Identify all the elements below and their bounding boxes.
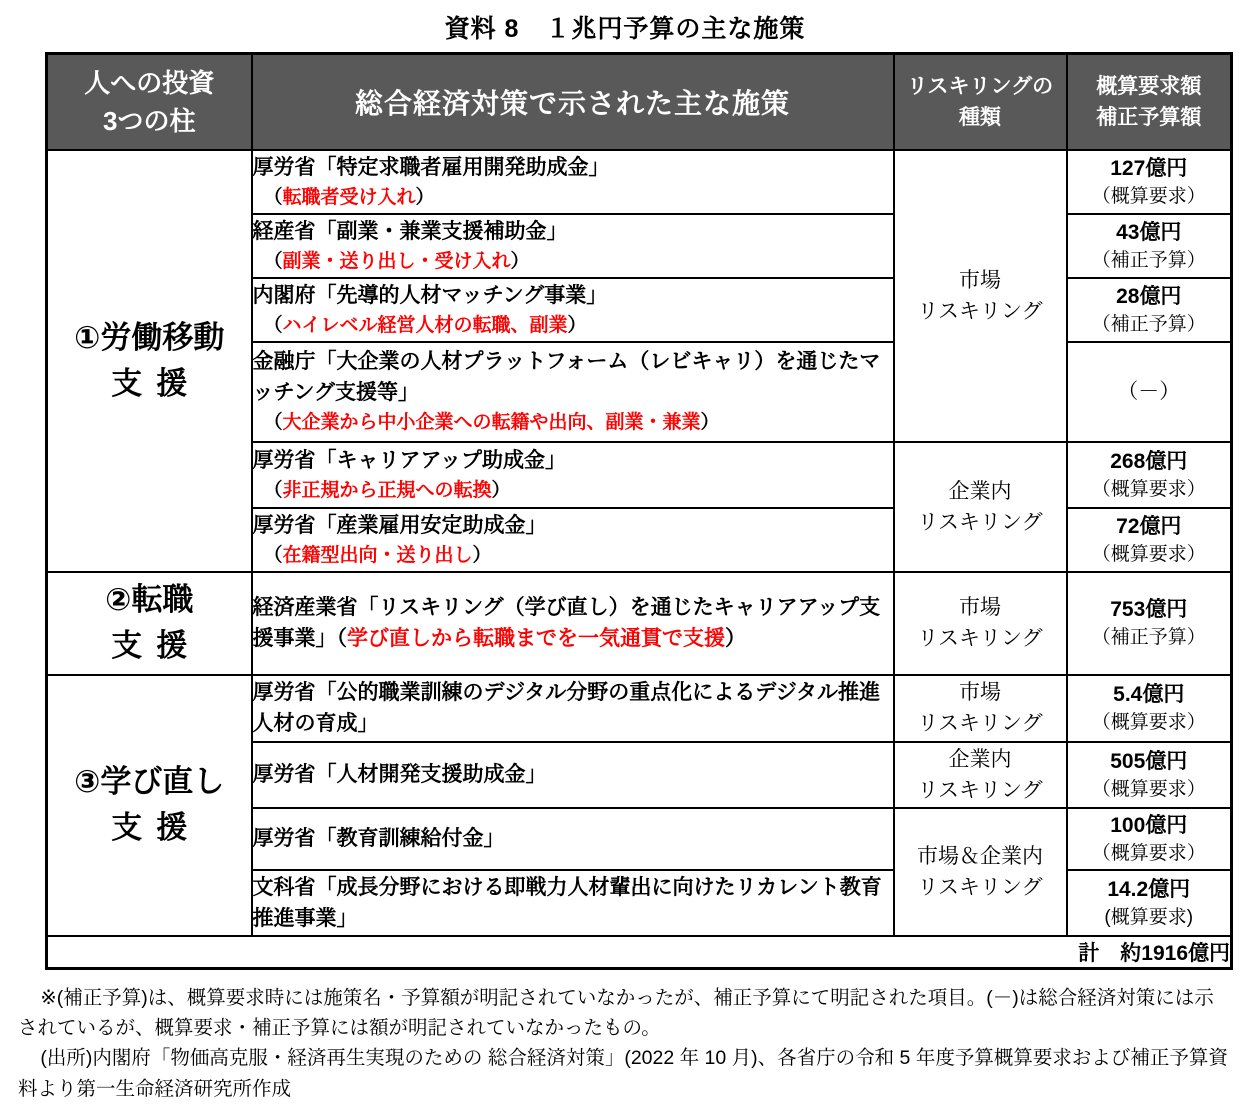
measure-note (253, 476, 893, 505)
amount-value: （－） (1068, 377, 1231, 406)
measure-cell (252, 808, 894, 870)
measure-cell (252, 870, 894, 936)
table-row (47, 150, 1232, 214)
amount-note: （概算要求） (1068, 183, 1231, 210)
measure-note-text: 在籍型出向・送り出し (283, 545, 473, 566)
amount-value: 43億円 (1068, 218, 1231, 247)
table-row (47, 675, 1232, 742)
amount-note: （概算要求） (1068, 840, 1231, 867)
paren-open: （ (264, 251, 283, 272)
amount-note: （概算要求） (1068, 776, 1231, 803)
measure-cell (252, 442, 894, 508)
measure-note-text: ハイレベル経営人材の転職、副業 (283, 315, 568, 336)
paren-open: （ (264, 545, 283, 566)
amount-cell (1067, 808, 1232, 870)
footnote-supplementary-budget: ※(補正予算)は、概算要求時には施策名・予算額が明記されていなかったが、補正予算にて明記された項目。(－)は総合経済対策には示されているが、概算要求・補正予算には額が明記されていなかったもの。 (18, 983, 1228, 1044)
amount-value: 753億円 (1068, 595, 1231, 624)
table-row (47, 572, 1232, 675)
measure-name: 厚労省「産業雇用安定助成金」 (253, 510, 893, 541)
type-cell: 企業内 リスキリング (894, 742, 1067, 808)
measure-cell (252, 150, 894, 214)
measure-note-text: 転職者受け入れ (283, 187, 416, 208)
header-reskilling-type: リスキリングの 種類 (894, 54, 1067, 150)
measure-cell (252, 572, 894, 675)
type-cell: 市場 リスキリング (894, 150, 1067, 442)
measure-note-text: 非正規から正規への転換 (283, 480, 492, 501)
paren-open: （ (264, 187, 283, 208)
measure-cell (252, 278, 894, 342)
paren-close: ） (416, 187, 435, 208)
amount-value: 72億円 (1068, 512, 1231, 541)
header-pillars: 人への投資 3つの柱 (47, 54, 252, 150)
amount-value: 28億円 (1068, 282, 1231, 311)
measure-name: 厚労省「教育訓練給付金」 (253, 823, 893, 854)
header-row (47, 54, 1232, 150)
amount-note: （補正予算） (1068, 247, 1231, 274)
pillar-cell-2: ②転職 支援 (47, 572, 252, 675)
footnotes (0, 970, 1250, 1104)
measure-name: 金融庁「大企業の人材プラットフォーム（レビキャリ）を通じたマッチング支援等」 (253, 346, 893, 408)
paren-close: ） (701, 412, 720, 433)
paren-close: ） (492, 480, 511, 501)
amount-cell (1067, 675, 1232, 742)
amount-note: (概算要求) (1068, 904, 1231, 931)
measure-name: 内閣府「先導的人材マッチング事業」 (253, 280, 893, 311)
amount-value: 100億円 (1068, 811, 1231, 840)
amount-value: 5.4億円 (1068, 680, 1231, 709)
amount-value: 127億円 (1068, 154, 1231, 183)
type-cell: 企業内 リスキリング (894, 442, 1067, 572)
paren-close: ） (511, 251, 530, 272)
amount-note: （概算要求） (1068, 709, 1231, 736)
total-amount: 計 約1916億円 (47, 936, 1232, 969)
measure-note-text: 副業・送り出し・受け入れ (283, 251, 511, 272)
measure-name: 厚労省「キャリアアップ助成金」 (253, 445, 893, 476)
header-measures: 総合経済対策で示された主な施策 (252, 54, 894, 150)
measure-note (253, 311, 893, 340)
amount-cell (1067, 442, 1232, 508)
type-cell: 市場 リスキリング (894, 675, 1067, 742)
amount-note: （概算要求） (1068, 476, 1231, 503)
paren-open: （ (264, 315, 283, 336)
total-row (47, 936, 1232, 969)
measure-note (253, 183, 893, 212)
footnote-source: (出所)内閣府「物価高克服・経済再生実現のための 総合経済対策」(2022 年 10 月)、各省庁の令和 5 年度予算概算要求および補正予算資料より第一生命経済研究所作成 (18, 1043, 1228, 1104)
type-cell: 市場 リスキリング (894, 572, 1067, 675)
amount-cell (1067, 742, 1232, 808)
measure-note (253, 247, 893, 276)
amount-cell (1067, 214, 1232, 278)
amount-cell (1067, 508, 1232, 572)
measure-note-text: 大企業から中小企業への転籍や出向、副業・兼業 (283, 412, 701, 433)
measure-name: 厚労省「公的職業訓練のデジタル分野の重点化によるデジタル推進人材の育成」 (253, 677, 893, 739)
paren-open: （ (264, 412, 283, 433)
paren-close: ） (568, 315, 587, 336)
amount-cell (1067, 150, 1232, 214)
budget-table (45, 52, 1233, 970)
measure-name: 経済産業省「リスキリング（学び直し）を通じたキャリアアップ支援事業」（学び直しから転職までを一気通貫で支援） (253, 592, 893, 654)
paren-close: ） (473, 545, 492, 566)
amount-cell (1067, 870, 1232, 936)
measure-name: 文科省「成長分野における即戦力人材輩出に向けたリカレント教育推進事業」 (253, 872, 893, 934)
amount-value: 14.2億円 (1068, 875, 1231, 904)
measure-note-text: 学び直しから転職までを一気通貫で支援 (347, 627, 725, 650)
amount-note: （概算要求） (1068, 541, 1231, 568)
measure-cell (252, 342, 894, 442)
page-title: 資料 8 １兆円予算の主な施策 (0, 0, 1250, 52)
amount-cell (1067, 342, 1232, 442)
amount-cell (1067, 278, 1232, 342)
amount-note: （補正予算） (1068, 624, 1231, 651)
type-cell: 市場＆企業内 リスキリング (894, 808, 1067, 936)
paren-open: （ (337, 627, 348, 650)
measure-cell (252, 214, 894, 278)
amount-cell (1067, 572, 1232, 675)
measure-name: 厚労省「人材開発支援助成金」 (253, 759, 893, 790)
amount-note: （補正予算） (1068, 311, 1231, 338)
measure-note (253, 408, 893, 437)
header-amount: 概算要求額 補正予算額 (1067, 54, 1232, 150)
measure-note (253, 541, 893, 570)
paren-open: （ (264, 480, 283, 501)
amount-value: 268億円 (1068, 447, 1231, 476)
measure-cell (252, 508, 894, 572)
pillar-cell-1: ①労働移動 支援 (47, 150, 252, 572)
measure-cell (252, 675, 894, 742)
paren-close: ） (725, 627, 746, 650)
pillar-cell-3: ③学び直し 支援 (47, 675, 252, 936)
measure-name: 厚労省「特定求職者雇用開発助成金」 (253, 152, 893, 183)
amount-value: 505億円 (1068, 747, 1231, 776)
measure-name: 経産省「副業・兼業支援補助金」 (253, 216, 893, 247)
measure-cell (252, 742, 894, 808)
